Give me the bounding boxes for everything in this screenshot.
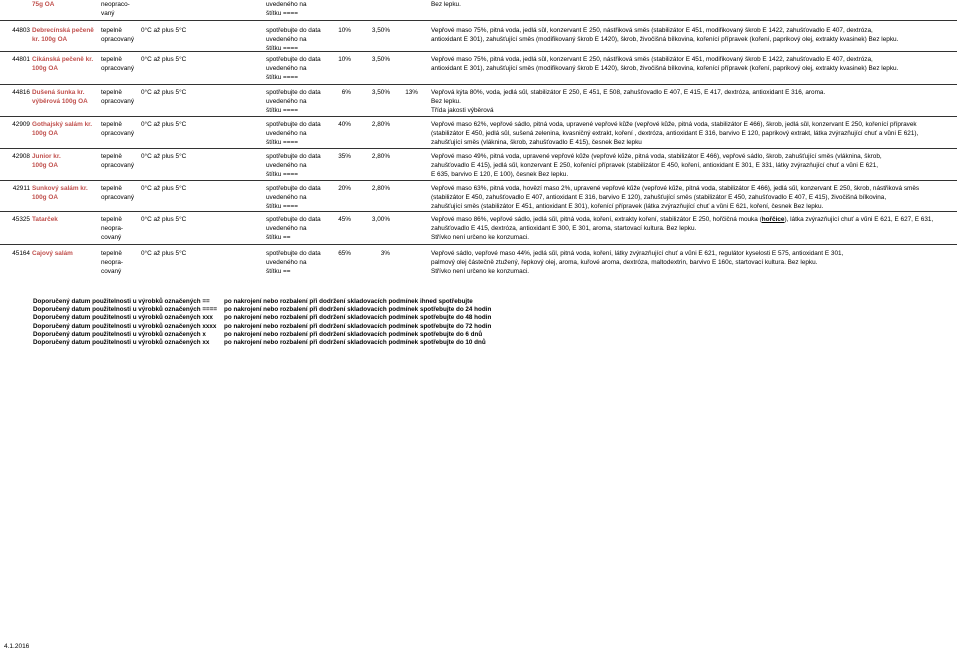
product-code: 45325 xyxy=(12,216,30,223)
ingredients: Vepřové maso 63%, pitná voda, hovězí maso 2%, upravené vepřové kůže (vepřové kůže, pitná voda, stabilizátor E 466), jedlá sůl, konzervant E 250, škrob, nástřiková směs xyxy=(431,185,920,192)
product-name: 100g OA xyxy=(32,162,58,170)
processing: opracovaný xyxy=(101,194,135,202)
fat-content: 45% xyxy=(338,216,351,223)
use-by-note: spotřebujte do data xyxy=(266,56,321,63)
product-code: 42908 xyxy=(12,153,30,160)
product-name: Dušená šunka kr. xyxy=(32,89,85,96)
processing: covaný xyxy=(101,268,122,276)
product-code: 44816 xyxy=(12,89,30,96)
use-by-note: uvedeného na xyxy=(266,130,307,138)
ingredients: Střívko není určeno ke konzumaci. xyxy=(431,234,530,242)
ingredients: Bez lepku. xyxy=(431,1,461,8)
fat-content: 35% xyxy=(338,153,351,160)
salt-content: 3,50% xyxy=(371,89,390,96)
use-by-note: uvedeného na xyxy=(266,225,307,233)
ingredients: antioxidant E 301), zahušťující směs (modifikovaný škrob E 1420), škrob, živočišná bílkovina, kořenící přípravek (koření, paprikový olej, extrakty kvasinek) Bez lepku. xyxy=(431,65,899,73)
salt-content: 2,80% xyxy=(371,153,390,160)
legend-rule: po nakrojení nebo rozbalení při dodržení skladovacích podmínek spotřebujte do 6 dnů xyxy=(224,330,483,338)
storage-temperature: 0°C až plus 5°C xyxy=(141,89,187,96)
ingredients: E 635, barvivo E 120, E 100), česnek Bez lepku. xyxy=(431,171,569,179)
product-name: kr. 100g OA xyxy=(32,36,68,44)
product-code: 44803 xyxy=(12,27,30,34)
processing: opracovaný xyxy=(101,98,135,106)
use-by-note: spotřebujte do data xyxy=(266,250,321,257)
ingredients: palmový olej částečně ztužený, řepkový olej, aroma, kuřové aroma, dextróza, maltodextrin, barvivo E 160c, startovací kultura. Bez lepku. xyxy=(431,259,818,267)
ingredients: (stabilizátor E 450, jedlá sůl, sušená zelenina, kvasničný extrakt, koření , dextróza, antioxidant E 316, barvivo E 120, paprikový extrakt, látka zvýrazňující chuť a vůni E 621), xyxy=(431,130,919,138)
processing: opracovaný xyxy=(101,130,135,138)
use-by-note: uvedeného na xyxy=(266,194,307,202)
use-by-note: uvedeného na xyxy=(266,98,307,106)
use-by-note: uvedeného na xyxy=(266,36,307,44)
ingredients: Vepřové maso 75%, pitná voda, jedlá sůl, konzervant E 250, nástřiková směs (stabilizátor E 451, modifikovaný škrob E 1422, zahušťovadlo E 407, dextróza, xyxy=(431,27,873,34)
document-date: 4.1.2016 xyxy=(4,643,30,650)
legend-label: Doporučený datum použitelnosti u výrobků označených ==== xyxy=(33,306,218,314)
fat-content: 10% xyxy=(338,27,351,34)
legend-rule: po nakrojení nebo rozbalení při dodržení skladovacích podmínek spotřebujte do 48 hodin xyxy=(224,314,492,322)
legend-label: Doporučený datum použitelnosti u výrobků označených xx xyxy=(33,339,210,346)
use-by-note: štítku ==== xyxy=(266,45,298,53)
storage-temperature: 0°C až plus 5°C xyxy=(141,27,187,34)
ingredients: antioxidant E 301), zahušťující směs (modifikovaný škrob E 1420), škrob, živočišná bílkovina, kořenící přípravek (koření, paprikový olej, extrakty kvasinek) Bez lepku. xyxy=(431,36,899,44)
processing: vaný xyxy=(101,10,115,18)
ingredients: (stabilizátor E 450, zahušťovadlo E 407, antioxidant E 316, barvivo E 120), zahušťující směs (stabilizátor E 450, zahušťovadlo E 407, E 415), živočišná bílkovina, xyxy=(431,194,887,202)
row-separator xyxy=(0,20,957,21)
processing: opracovaný xyxy=(101,162,135,170)
use-by-note: štítku ==== xyxy=(266,10,298,18)
use-by-note: štítku ==== xyxy=(266,203,298,211)
legend-rule: po nakrojení nebo rozbalení při dodržení skladovacích podmínek spotřebujte do 72 hodin xyxy=(224,322,492,330)
legend-label: Doporučený datum použitelnosti u výrobků označených xxxx xyxy=(33,322,217,330)
row-separator xyxy=(0,180,957,181)
product-name: Cikánská pečeně kr. xyxy=(32,56,94,63)
product-name: 100g OA xyxy=(32,130,58,138)
fat-content: 10% xyxy=(338,56,351,63)
legend-rule: po nakrojení nebo rozbalení při dodržení skladovacích podmínek spotřebujte do 24 hodin xyxy=(224,306,492,314)
legend-label: Doporučený datum použitelnosti u výrobků označených xxx xyxy=(33,314,213,322)
legend-rule: po nakrojení nebo rozbalení při dodržení skladovacích podmínek ihned spotřebujte xyxy=(224,298,473,305)
fat-content: 6% xyxy=(341,89,351,96)
salt-content: 3% xyxy=(380,250,390,257)
use-by-note: štítku == xyxy=(266,234,291,242)
processing: tepelně xyxy=(101,121,122,128)
product-name: 100g OA xyxy=(32,65,58,73)
ingredients: Bez lepku. xyxy=(431,98,461,106)
storage-temperature: 0°C až plus 5°C xyxy=(141,56,187,63)
ingredients: Třída jakosti výběrová xyxy=(431,107,494,115)
product-name: 100g OA xyxy=(32,194,58,202)
row-separator xyxy=(0,51,957,52)
ingredients: Vepřové maso 49%, pitná voda, upravené vepřové kůže (vepřové kůže, pitná voda, stabilizátor E 466), vepřové sádlo, škrob, zahušťující směs (vláknina, škrob, xyxy=(431,153,882,160)
fat-content: 20% xyxy=(338,185,351,192)
product-code: 42911 xyxy=(12,185,30,192)
ingredients: zahušťovadlo E 415), jedlá sůl, konzervant E 250, kořenící přípravek (stabilizátor E 450, koření, antioxidant E 301, E 331, látky zvýrazňující chuť a vůni E 621, xyxy=(431,162,879,170)
use-by-note: štítku ==== xyxy=(266,107,298,115)
product-name: Gothajský salám kr. xyxy=(32,121,93,128)
salt-content: 2,80% xyxy=(371,185,390,192)
ingredients: Vepřové sádlo, vepřové maso 44%, jedlá sůl, pitná voda, koření, látky zvýrazňující chuť a vůni E 621, regulátor kyselosti E 575, antioxidant E 301, xyxy=(431,250,844,257)
storage-temperature: 0°C až plus 5°C xyxy=(141,216,187,223)
processing: tepelně xyxy=(101,185,122,192)
product-name: 75g OA xyxy=(32,1,55,8)
ingredients: zahušťující směs (vláknina, škrob, zahušťovadlo E 415), česnek Bez lepku xyxy=(431,139,642,147)
use-by-note: spotřebujte do data xyxy=(266,153,321,160)
ingredients: Vepřová kýta 80%, voda, jedlá sůl, stabilizátor E 250, E 451, E 508, zahušťovadlo E 407, E 415, E 417, dextróza, antioxidant E 316, aroma. xyxy=(431,89,826,96)
product-name: Šunkový salám kr. xyxy=(32,185,88,192)
row-separator xyxy=(0,116,957,117)
processing: opracovaný xyxy=(101,36,135,44)
processing: tepelně xyxy=(101,250,122,257)
product-code: 44801 xyxy=(12,56,30,63)
use-by-note: spotřebujte do data xyxy=(266,216,321,223)
use-by-note: štítku ==== xyxy=(266,139,298,147)
storage-temperature: 0°C až plus 5°C xyxy=(141,153,187,160)
processing: opracovaný xyxy=(101,65,135,73)
product-table xyxy=(0,0,959,280)
processing: neopraco- xyxy=(101,1,130,8)
product-name: výběrová 100g OA xyxy=(32,98,88,106)
processing: tepelně xyxy=(101,56,122,63)
fat-content: 65% xyxy=(338,250,351,257)
use-by-note: uvedeného na xyxy=(266,259,307,267)
meat-content: 13% xyxy=(405,89,418,96)
processing: tepelně xyxy=(101,153,122,160)
salt-content: 3,00% xyxy=(371,216,390,223)
ingredients: Střívko není určeno ke konzumaci. xyxy=(431,268,530,276)
product-code: 42909 xyxy=(12,121,30,128)
ingredients: zahušťující směs (stabilizátor E 451, antioxidant E 301), kořenící přípravek (látka zvýrazňující chuť a vůni E 621, koření, česnek Bez lepku. xyxy=(431,203,824,211)
row-separator xyxy=(0,244,957,245)
legend-rule: po nakrojení nebo rozbalení při dodržení skladovacích podmínek spotřebujte do 10 dnů xyxy=(224,339,486,346)
fat-content: 40% xyxy=(338,121,351,128)
use-by-note: štítku ==== xyxy=(266,171,298,179)
use-by-note: spotřebujte do data xyxy=(266,185,321,192)
row-separator xyxy=(0,84,957,85)
salt-content: 2,80% xyxy=(371,121,390,128)
use-by-note: uvedeného na xyxy=(266,65,307,73)
row-separator xyxy=(0,148,957,149)
storage-temperature: 0°C až plus 5°C xyxy=(141,185,187,192)
processing: tepelně xyxy=(101,27,122,34)
use-by-note: uvedeného na xyxy=(266,1,307,8)
use-by-note: uvedeného na xyxy=(266,162,307,170)
processing: neopra- xyxy=(101,259,124,267)
processing: tepelně xyxy=(101,89,122,96)
processing: neopra- xyxy=(101,225,124,233)
product-code: 45164 xyxy=(12,250,30,257)
storage-temperature: 0°C až plus 5°C xyxy=(141,121,187,128)
storage-temperature: 0°C až plus 5°C xyxy=(141,250,187,257)
product-name: Čajový salám xyxy=(32,250,73,257)
processing: tepelně xyxy=(101,216,122,223)
ingredients: Vepřové maso 75%, pitná voda, jedlá sůl, konzervant E 250, nástřiková směs (stabilizátor E 451, modifikovaný škrob E 1422, zahušťovadlo E 407, dextróza, xyxy=(431,56,873,63)
product-name: Debrecínská pečeně xyxy=(32,27,94,34)
product-name: Tatarček xyxy=(32,216,58,223)
legend-label: Doporučený datum použitelnosti u výrobků označených x xyxy=(33,330,206,338)
processing: covaný xyxy=(101,234,122,242)
use-by-note: spotřebujte do data xyxy=(266,89,321,96)
salt-content: 3,50% xyxy=(371,27,390,34)
legend-label: Doporučený datum použitelnosti u výrobků označených == xyxy=(33,298,210,305)
use-by-note: štítku ==== xyxy=(266,74,298,82)
ingredients: zahušťovadlo E 415, dextróza, antioxidant E 300, E 301, aroma, startovací kultura. Bez lepku. xyxy=(431,225,697,233)
product-name: Junior kr. xyxy=(32,153,61,160)
use-by-note: spotřebujte do data xyxy=(266,27,321,34)
ingredients: Vepřové maso 86%, vepřové sádlo, jedlá sůl, pitná voda, koření, extrakty koření, stabilizátor E 250, hořčičná mouka (hořčice), látka zvýrazňující chuť a vůni E 621, E 627, E 631, xyxy=(431,216,934,223)
salt-content: 3,50% xyxy=(371,56,390,63)
use-by-note: štítku == xyxy=(266,268,291,276)
ingredients: Vepřové maso 62%, vepřové sádlo, pitná voda, upravené vepřové kůže (vepřové kůže, pitná voda, stabilizátor E 466), škrob, jedlá sůl, konzervant E 250, kořenící přípravek xyxy=(431,121,917,128)
use-by-note: spotřebujte do data xyxy=(266,121,321,128)
